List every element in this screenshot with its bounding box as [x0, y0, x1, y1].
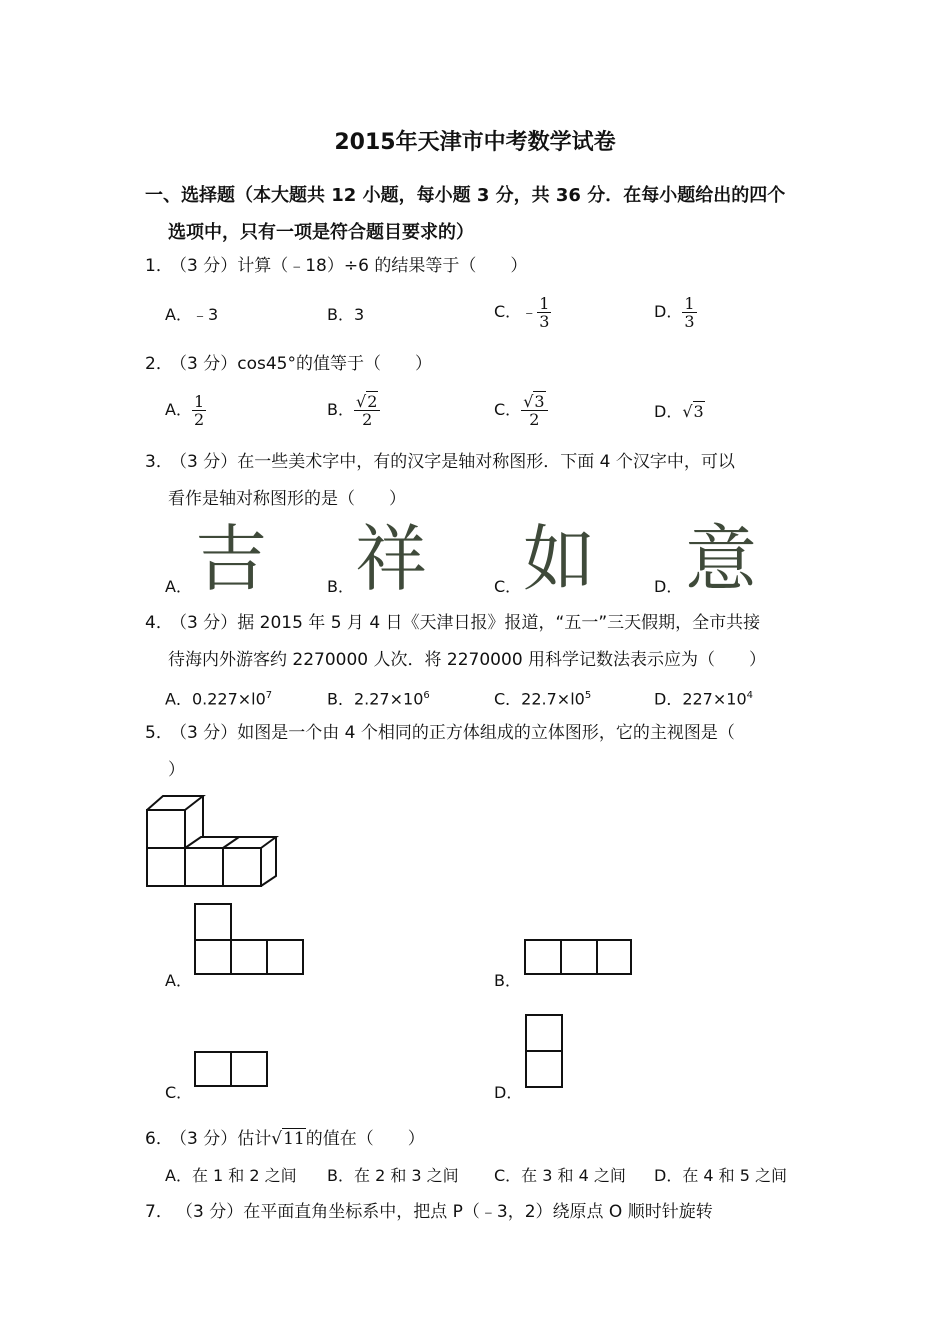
option-base: D．227×10 [654, 689, 747, 709]
radicand: 11 [283, 1129, 305, 1149]
q2-option-b-label: B． [327, 400, 354, 419]
option-base: B．2.27×10 [327, 689, 424, 709]
q5-option-d-label[interactable]: D． [494, 1083, 523, 1102]
q3-option-b-label[interactable]: B． [327, 577, 354, 596]
q6-text-post: 的值在（ ） [305, 1129, 425, 1149]
q6-option-b[interactable]: B．在 2 和 3 之间 [327, 1166, 459, 1185]
question-4-number: 4． [145, 613, 173, 633]
fraction-numerator: √3 [521, 393, 547, 411]
question-2-number: 2． [145, 354, 173, 374]
fraction-numerator: 1 [193, 392, 205, 411]
question-6-text [170, 1127, 425, 1151]
question-2-text: （3 分）cos45°的值等于（ ） [170, 354, 432, 374]
radicand: 2 [367, 392, 378, 411]
q6-option-d[interactable]: D．在 4 和 5 之间 [654, 1166, 788, 1185]
q2-option-d[interactable] [654, 400, 705, 424]
q2-option-c-label: C． [494, 400, 522, 419]
q2-option-c[interactable] [494, 393, 548, 428]
q2-option-a-fraction [192, 393, 206, 428]
fraction-denominator: 2 [362, 410, 373, 429]
q5-option-c-figure [192, 1049, 270, 1089]
question-3-line1: （3 分）在一些美术字中，有的汉字是轴对称图形．下面 4 个汉字中，可以 [170, 452, 735, 472]
q3-option-d-label[interactable]: D． [654, 577, 683, 596]
option-base: A．0.227×l0 [165, 689, 266, 709]
question-1-number: 1． [145, 256, 173, 276]
question-4-line2: 待海内外游客约 2270000 人次．将 2270000 用科学记数法表示应为（ ） [168, 650, 767, 670]
q3-option-a-label[interactable]: A． [165, 577, 192, 596]
q2-option-a-label: A． [165, 400, 192, 419]
question-3-number: 3． [145, 452, 173, 472]
section-heading-line2: 选项中，只有一项是符合题目要求的） [168, 222, 474, 243]
q5-option-d-figure [523, 1012, 565, 1090]
fraction-denominator: 2 [193, 410, 205, 429]
section-heading-line1: 一、选择题（本大题共 12 小题，每小题 3 分，共 36 分．在每小题给出的四个 [145, 185, 786, 206]
fraction-denominator: 3 [539, 312, 550, 331]
question-4-line1: （3 分）据 2015 年 5 月 4 日《天津日报》报道，“五一”三天假期，全市共接 [170, 613, 761, 633]
q1-option-a[interactable]: A．﹣3 [165, 305, 219, 324]
q6-option-c[interactable]: C．在 3 和 4 之间 [494, 1166, 626, 1185]
option-exponent: 6 [423, 690, 430, 701]
option-exponent: 4 [746, 690, 754, 701]
q5-3d-cube-figure [140, 792, 285, 894]
q1-option-d-label: D． [654, 302, 683, 321]
q2-option-d-label: D． [654, 402, 683, 421]
q2-option-b[interactable] [327, 393, 380, 428]
question-5-line1: （3 分）如图是一个由 4 个相同的正方体组成的立体图形，它的主视图是（ [170, 723, 735, 743]
question-3-line2: 看作是轴对称图形的是（ ） [168, 489, 406, 509]
q3-option-c-character: 如 [523, 517, 596, 601]
question-7-number: 7． [145, 1202, 173, 1222]
q5-option-b-figure [522, 937, 634, 977]
question-5-number: 5． [145, 723, 173, 743]
q2-option-c-fraction [521, 393, 547, 428]
q2-option-b-fraction [354, 393, 380, 428]
fraction-denominator: 3 [684, 312, 695, 331]
question-6-number: 6． [145, 1129, 173, 1149]
q3-option-b-character: 祥 [355, 517, 428, 601]
option-exponent: 7 [265, 690, 273, 701]
q3-option-c-label[interactable]: C． [494, 577, 522, 596]
q1-option-c-label: C． [494, 302, 522, 321]
q5-option-c-label[interactable]: C． [165, 1083, 193, 1102]
radicand: 3 [693, 402, 704, 421]
q2-option-a[interactable] [165, 393, 206, 428]
q1-option-c-sign: ﹣ [521, 302, 538, 321]
question-1-text: （3 分）计算（﹣18）÷6 的结果等于（ ） [170, 256, 528, 276]
q6-text-pre: （3 分）估计 [170, 1129, 272, 1149]
q2-option-d-sqrt: √3 [682, 402, 704, 421]
q1-option-b[interactable]: B．3 [327, 305, 365, 324]
fraction-numerator: 1 [684, 294, 695, 313]
q1-option-d-fraction [682, 295, 696, 330]
option-exponent: 5 [584, 690, 592, 701]
radicand: 3 [534, 392, 545, 411]
fraction-denominator: 2 [529, 410, 540, 429]
q6-sqrt: √11 [271, 1129, 305, 1149]
q4-option-b[interactable] [327, 684, 430, 711]
q3-option-a-character: 吉 [195, 517, 268, 601]
q4-option-a[interactable] [165, 684, 272, 711]
fraction-numerator: √2 [354, 393, 380, 411]
q1-option-c-fraction [537, 295, 551, 330]
q5-option-b-label[interactable]: B． [494, 971, 521, 990]
q1-option-d[interactable] [654, 295, 697, 330]
q1-option-c[interactable] [494, 295, 551, 330]
q4-option-c[interactable] [494, 684, 591, 711]
q4-option-d[interactable] [654, 684, 753, 711]
fraction-numerator: 1 [539, 294, 550, 313]
page-title: 2015年天津市中考数学试卷 [334, 130, 616, 155]
question-5-line2: ） [168, 760, 185, 780]
q5-option-a-figure [192, 901, 306, 977]
q3-option-d-character: 意 [685, 517, 758, 601]
question-7-text: （3 分）在平面直角坐标系中，把点 P（﹣3，2）绕原点 O 顺时针旋转 [176, 1202, 713, 1222]
option-base: C．22.7×l0 [494, 689, 585, 709]
q6-option-a[interactable]: A．在 1 和 2 之间 [165, 1166, 297, 1185]
q5-option-a-label[interactable]: A． [165, 971, 192, 990]
